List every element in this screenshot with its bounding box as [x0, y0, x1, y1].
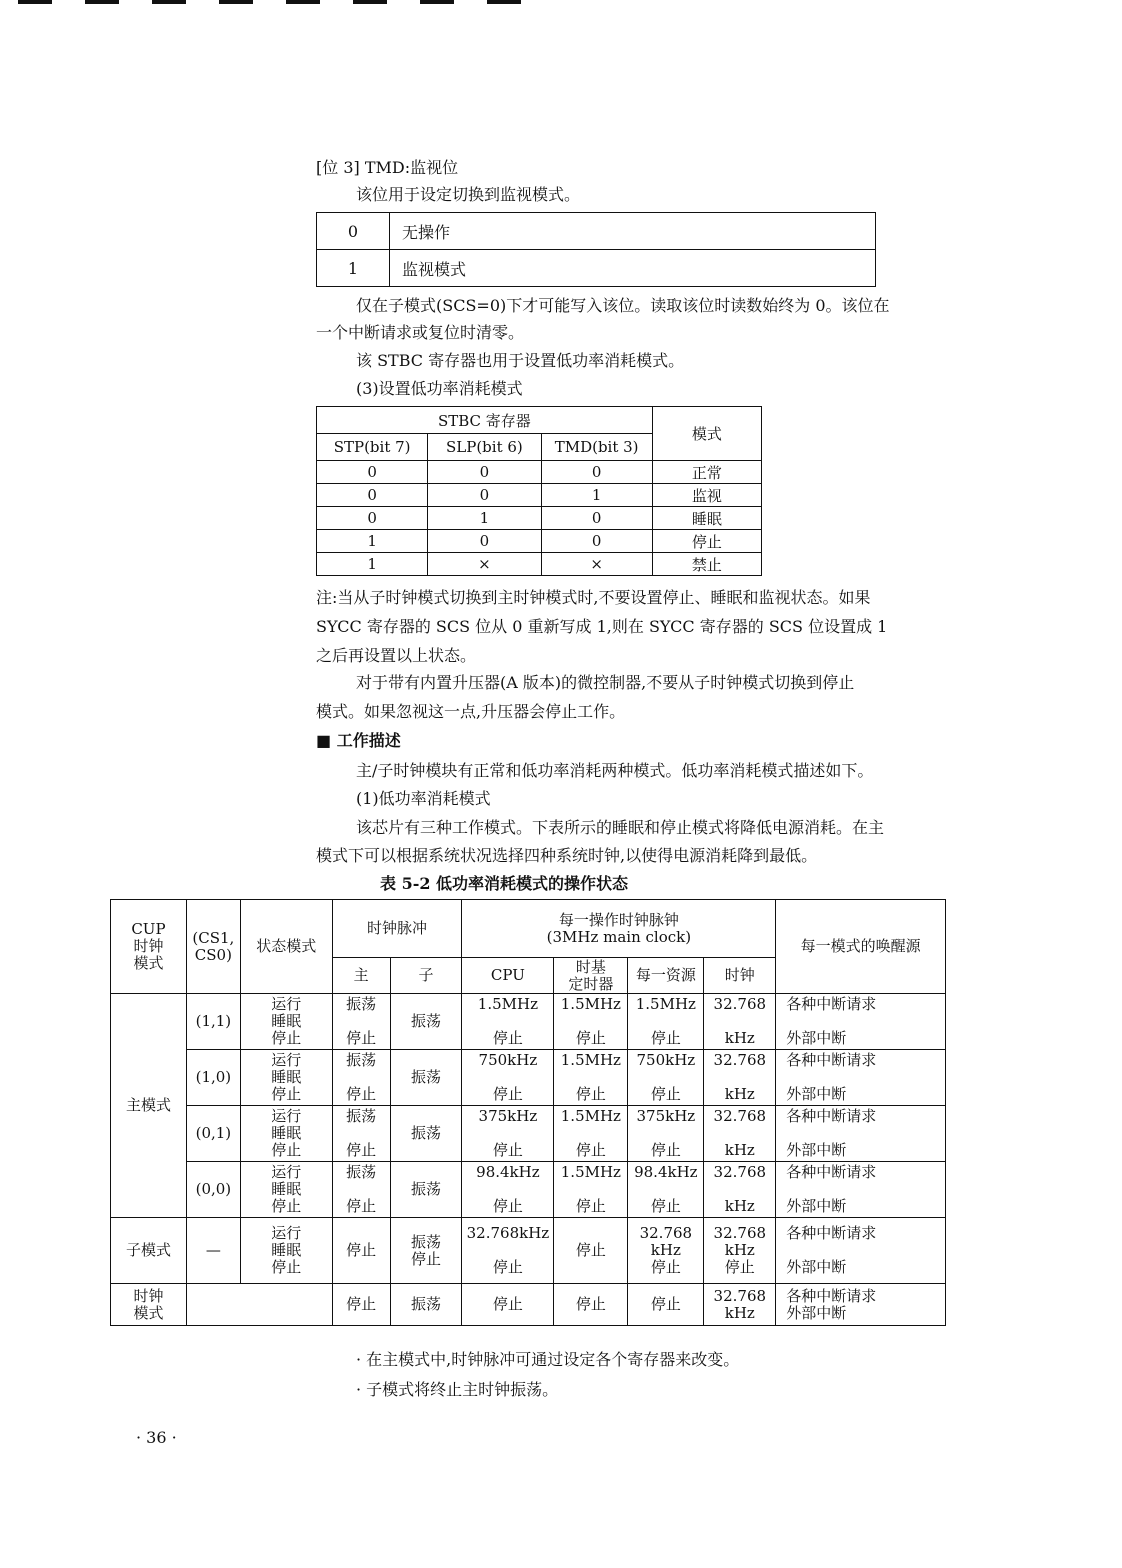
paragraph-line: 一个中断请求或复位时清零。: [316, 323, 525, 342]
timebase-timer-header: 时基 定时器: [554, 958, 628, 994]
main-header: 主: [332, 958, 390, 994]
slp-cell: 1: [428, 507, 541, 530]
cs-cell: (1,1): [186, 994, 240, 1050]
paragraph-line: 该 STBC 寄存器也用于设置低功率消耗模式。: [356, 351, 685, 370]
main-mode-cell: 主模式: [111, 994, 187, 1218]
stp-cell: 1: [317, 553, 428, 576]
work-heading: ■ 工作描述: [316, 731, 401, 750]
state-cell: 运行 睡眠 停止: [240, 994, 332, 1050]
clock-cell: 32.768 kHz: [704, 1050, 776, 1106]
timebase-cell: 1.5MHz 停止: [554, 1162, 628, 1218]
cpu-cell: 750kHz 停止: [462, 1050, 554, 1106]
table-row: [317, 213, 876, 250]
paragraph-line: 该芯片有三种工作模式。下表所示的睡眠和停止模式将降低电源消耗。在主: [356, 818, 885, 837]
stbc-mode-table: [316, 406, 762, 576]
timebase-cell: 1.5MHz 停止: [554, 1050, 628, 1106]
tmd-bit-table: [316, 212, 876, 287]
note-line: 注:当从子时钟模式切换到主时钟模式时,不要设置停止、睡眠和监视状态。如果: [316, 588, 871, 607]
wakeup-cell: 各种中断请求 外部中断: [776, 994, 946, 1050]
table-row: [111, 1162, 946, 1218]
tmd-header: TMD(bit 3): [541, 434, 652, 461]
tmd-cell: ×: [541, 553, 652, 576]
state-cell: 运行 睡眠 停止: [240, 1218, 332, 1284]
cs-cell: (0,0): [186, 1162, 240, 1218]
clock-cell: 32.768 kHz: [704, 994, 776, 1050]
wakeup-cell: 各种中断请求 外部中断: [776, 1050, 946, 1106]
section-heading: (1)低功率消耗模式: [356, 789, 491, 808]
top-rule-dash: [152, 0, 186, 4]
empty-cell: [186, 1284, 332, 1326]
cpu-cell: 1.5MHz 停止: [462, 994, 554, 1050]
resource-header: 每一资源: [628, 958, 704, 994]
state-cell: 运行 睡眠 停止: [240, 1106, 332, 1162]
table-row: [111, 1218, 946, 1284]
bullet-item: · 子模式将终止主时钟振荡。: [356, 1380, 559, 1399]
slp-cell: 0: [428, 530, 541, 553]
table-row: [317, 250, 876, 287]
tmd-cell: 0: [541, 530, 652, 553]
note-line: SYCC 寄存器的 SCS 位从 0 重新写成 1,则在 SYCC 寄存器的 SCS 位设置成 1: [316, 617, 888, 636]
table-caption: 表 5-2 低功率消耗模式的操作状态: [380, 874, 629, 893]
mode-header: 模式: [652, 407, 761, 461]
table-row: [317, 553, 762, 576]
sub-pulse-cell: 振荡: [390, 1106, 462, 1162]
state-cell: 运行 睡眠 停止: [240, 1162, 332, 1218]
bullet-item: · 在主模式中,时钟脉冲可通过设定各个寄存器来改变。: [356, 1350, 740, 1369]
note-line: 模式。如果忽视这一点,升压器会停止工作。: [316, 702, 626, 721]
main-pulse-cell: 振荡 停止: [332, 1106, 390, 1162]
resource-cell: 1.5MHz 停止: [628, 994, 704, 1050]
table-row: [317, 530, 762, 553]
cpu-header: CPU: [462, 958, 554, 994]
note-line: 对于带有内置升压器(A 版本)的微控制器,不要从子时钟模式切换到停止: [356, 673, 855, 692]
clock-cell: 32.768 kHz: [704, 1284, 776, 1326]
bit3-description: 该位用于设定切换到监视模式。: [356, 185, 581, 204]
operation-clock-header: 每一操作时钟脉钟 (3MHz main clock): [462, 900, 776, 958]
timebase-cell: 1.5MHz 停止: [554, 1106, 628, 1162]
clock-cell: 32.768 kHz: [704, 1162, 776, 1218]
wakeup-cell: 各种中断请求 外部中断: [776, 1162, 946, 1218]
bit3-heading: [位 3] TMD:监视位: [316, 158, 459, 177]
clock-mode-cell: 时钟 模式: [111, 1284, 187, 1326]
cs-cell: (1,0): [186, 1050, 240, 1106]
table-row: [317, 461, 762, 484]
stp-header: STP(bit 7): [317, 434, 428, 461]
stp-cell: 0: [317, 507, 428, 530]
top-rule-dash: [353, 0, 387, 4]
mode-cell: 睡眠: [652, 507, 761, 530]
table-row: [111, 1050, 946, 1106]
section-heading: (3)设置低功率消耗模式: [356, 379, 523, 398]
bit-value: 1: [317, 250, 390, 287]
cs-header: (CS1, CS0): [186, 900, 240, 994]
resource-cell: 停止: [628, 1284, 704, 1326]
table-row: [111, 1284, 946, 1326]
wakeup-cell: 各种中断请求 外部中断: [776, 1284, 946, 1326]
sub-pulse-cell: 振荡 停止: [390, 1218, 462, 1284]
wakeup-cell: 各种中断请求 外部中断: [776, 1106, 946, 1162]
table-row: [317, 507, 762, 530]
tmd-cell: 0: [541, 461, 652, 484]
sub-pulse-cell: 振荡: [390, 1162, 462, 1218]
tmd-cell: 1: [541, 484, 652, 507]
table-row: [317, 484, 762, 507]
cpu-cell: 32.768kHz 停止: [462, 1218, 554, 1284]
bit-meaning: 无操作: [390, 213, 876, 250]
table-row: [111, 994, 946, 1050]
state-mode-header: 状态模式: [240, 900, 332, 994]
cpu-cell: 375kHz 停止: [462, 1106, 554, 1162]
tmd-cell: 0: [541, 507, 652, 530]
stp-cell: 0: [317, 484, 428, 507]
slp-header: SLP(bit 6): [428, 434, 541, 461]
sub-pulse-cell: 振荡: [390, 1050, 462, 1106]
page-number: · 36 ·: [136, 1428, 177, 1447]
slp-cell: 0: [428, 461, 541, 484]
bit-meaning: 监视模式: [390, 250, 876, 287]
stbc-group-header: STBC 寄存器: [317, 407, 653, 434]
top-rule-dash: [487, 0, 521, 4]
clock-cell: 32.768 kHz 停止: [704, 1218, 776, 1284]
top-rule-dash: [18, 0, 52, 4]
cup-clock-mode-header: CUP 时钟 模式: [111, 900, 187, 994]
sub-pulse-cell: 振荡: [390, 994, 462, 1050]
top-rule-dash: [85, 0, 119, 4]
low-power-mode-table: [110, 899, 946, 1326]
top-rule-dash: [286, 0, 320, 4]
cpu-cell: 停止: [462, 1284, 554, 1326]
mode-cell: 停止: [652, 530, 761, 553]
stp-cell: 0: [317, 461, 428, 484]
mode-cell: 监视: [652, 484, 761, 507]
top-rule-dash: [420, 0, 454, 4]
clock-pulse-header: 时钟脉冲: [332, 900, 462, 958]
main-pulse-cell: 振荡 停止: [332, 1050, 390, 1106]
timebase-cell: 停止: [554, 1218, 628, 1284]
cs-cell: (0,1): [186, 1106, 240, 1162]
resource-cell: 375kHz 停止: [628, 1106, 704, 1162]
wakeup-source-header: 每一模式的唤醒源: [776, 900, 946, 994]
timebase-cell: 1.5MHz 停止: [554, 994, 628, 1050]
cpu-cell: 98.4kHz 停止: [462, 1162, 554, 1218]
slp-cell: ×: [428, 553, 541, 576]
resource-cell: 32.768 kHz 停止: [628, 1218, 704, 1284]
table-header-row: [111, 900, 946, 958]
bit-value: 0: [317, 213, 390, 250]
clock-header: 时钟: [704, 958, 776, 994]
paragraph-line: 仅在子模式(SCS=0)下才可能写入该位。读取该位时读数始终为 0。该位在: [356, 296, 890, 315]
resource-cell: 98.4kHz 停止: [628, 1162, 704, 1218]
paragraph-line: 模式下可以根据系统状况选择四种系统时钟,以使得电源消耗降到最低。: [316, 846, 818, 865]
table-row: [111, 1106, 946, 1162]
stp-cell: 1: [317, 530, 428, 553]
paragraph-line: 主/子时钟模块有正常和低功率消耗两种模式。低功率消耗模式描述如下。: [356, 761, 874, 780]
sub-header: 子: [390, 958, 462, 994]
sub-pulse-cell: 振荡: [390, 1284, 462, 1326]
main-pulse-cell: 振荡 停止: [332, 1162, 390, 1218]
wakeup-cell: 各种中断请求 外部中断: [776, 1218, 946, 1284]
sub-mode-cell: 子模式: [111, 1218, 187, 1284]
clock-cell: 32.768 kHz: [704, 1106, 776, 1162]
mode-cell: 正常: [652, 461, 761, 484]
table-row: [317, 407, 762, 434]
state-cell: 运行 睡眠 停止: [240, 1050, 332, 1106]
cs-cell: —: [186, 1218, 240, 1284]
main-pulse-cell: 停止: [332, 1218, 390, 1284]
slp-cell: 0: [428, 484, 541, 507]
timebase-cell: 停止: [554, 1284, 628, 1326]
mode-cell: 禁止: [652, 553, 761, 576]
note-line: 之后再设置以上状态。: [316, 646, 477, 665]
main-pulse-cell: 振荡 停止: [332, 994, 390, 1050]
top-rule-dash: [219, 0, 253, 4]
main-pulse-cell: 停止: [332, 1284, 390, 1326]
resource-cell: 750kHz 停止: [628, 1050, 704, 1106]
